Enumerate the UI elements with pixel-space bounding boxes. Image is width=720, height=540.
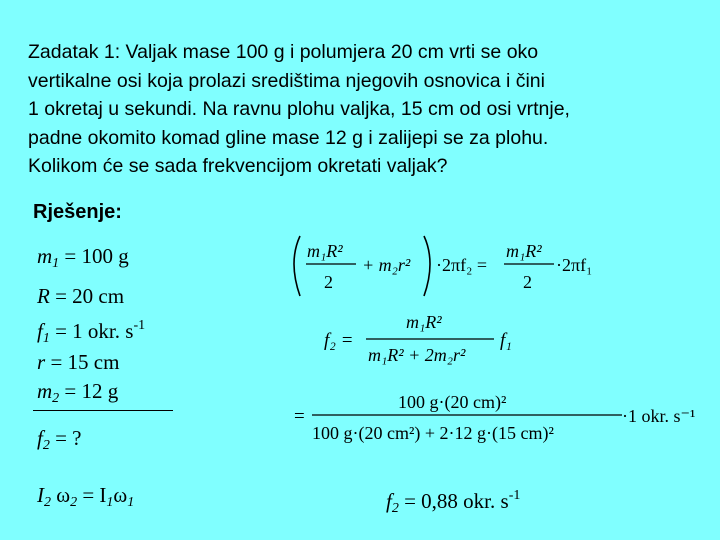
eq1-rhs-denominator: 2 <box>523 272 532 292</box>
given-m1: $m_1 = 100$ g <box>37 244 129 271</box>
eq3-numerator: 100 g·(20 cm)² <box>398 392 507 412</box>
problem-line: Zadatak 1: Valjak mase 100 g i polumjera 20 cm vrti se oko <box>28 41 539 63</box>
final-answer: $f_2 = 0,88$ okr. $s^{-1}$ <box>386 488 521 516</box>
equation-f2 <box>324 312 512 365</box>
eq1-numerator: m₁R² <box>307 241 343 261</box>
given-f1: $f_1 = 1$ okr. $s^{-1}$ <box>37 318 146 346</box>
eq2-tail: f₁ <box>500 330 512 351</box>
equation-conservation <box>294 236 592 296</box>
eq1-denominator: 2 <box>324 272 333 292</box>
eq2-denominator: m₁R² + 2m₂r² <box>368 345 466 365</box>
eq1-tail: ·2πf₁ <box>556 255 593 275</box>
eq1-plus-term: + m₂r² <box>362 255 411 275</box>
given-R: R = 20 cm <box>37 284 125 308</box>
given-r: r = 15 cm <box>37 350 120 374</box>
left-paren <box>294 236 300 296</box>
eq1-rhs-numerator: m₁R² <box>506 241 542 261</box>
equation-numeric <box>294 392 695 444</box>
problem-line: vertikalne osi koja prolazi središtima njegovih osnovica i čini <box>28 69 545 92</box>
unknown-f2: $f_2$ = ? <box>37 426 82 453</box>
eq3-denominator: 100 g·(20 cm²) + 2·12 g·(15 cm)² <box>312 423 554 443</box>
problem-line: Kolikom će se sada frekvencijom okretati valjak? <box>28 155 448 177</box>
eq1-middle: ·2πf₂ = <box>436 255 488 275</box>
eq2-numerator: m₁R² <box>406 312 442 332</box>
problem-line: 1 okretaj u sekundi. Na ravnu plohu valjka, 15 cm od osi vrtnje, <box>28 98 570 120</box>
right-paren <box>424 236 430 296</box>
angular-momentum-law: $I_2$ $\omega_2 = I_1\omega_1$ <box>37 483 135 510</box>
solution-heading: Rješenje: <box>33 201 122 223</box>
problem-line: padne okomito komad gline mase 12 g i zalijepi se za plohu. <box>28 126 549 149</box>
eq3-tail: ·1 okr. s⁻¹ <box>622 406 696 426</box>
eq3-equals: = <box>294 406 305 427</box>
eq2-lhs: f₂ = <box>324 330 354 351</box>
given-m2: $m_2 = 12$ g <box>37 379 119 406</box>
